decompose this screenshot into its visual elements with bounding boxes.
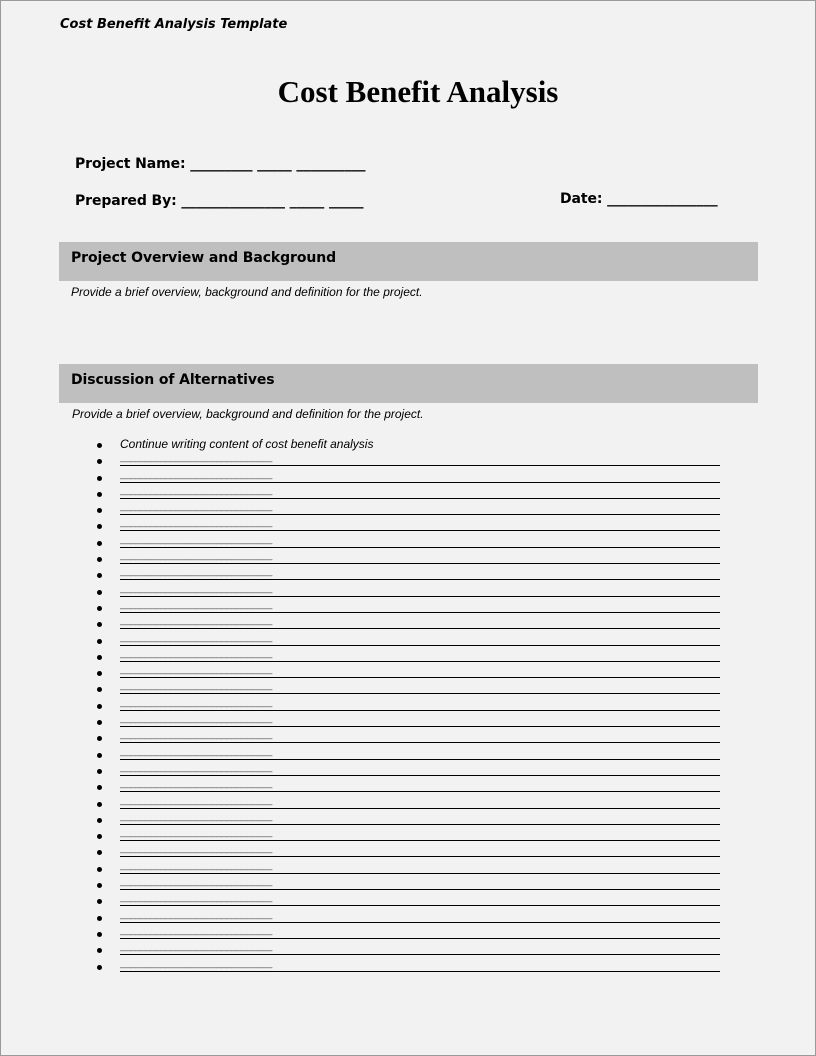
bullet-blank-line[interactable]: ______________________________ [120, 893, 720, 906]
bullet-list-item [97, 502, 737, 518]
bullet-dot-icon [97, 867, 102, 872]
bullet-blank-line[interactable]: ______________________________ [120, 649, 720, 662]
bullet-list-item [97, 844, 737, 860]
bullet-list-item [97, 518, 737, 534]
bullet-dot-icon [97, 671, 102, 676]
bullet-list-item [97, 470, 737, 486]
bullet-list-item [97, 730, 737, 746]
bullet-list-item [97, 828, 737, 844]
bullet-blank-line[interactable]: ______________________________ [120, 779, 720, 792]
section-bar-discussion-alternatives [59, 364, 758, 403]
bullet-blank-line[interactable]: ______________________________ [120, 910, 720, 923]
bullet-dot-icon [97, 687, 102, 692]
bullet-blank-line[interactable]: ______________________________ [120, 665, 720, 678]
date-field[interactable]: Date: ________________ [560, 191, 718, 207]
bullet-blank-line[interactable]: ______________________________ [120, 698, 720, 711]
bullet-blank-line[interactable]: ______________________________ [120, 567, 720, 580]
bullet-dot-icon [97, 785, 102, 790]
bullet-blank-line[interactable]: ______________________________ [120, 926, 720, 939]
bullet-dot-icon [97, 818, 102, 823]
bullet-blank-line[interactable]: ______________________________ [120, 730, 720, 743]
bullet-dot-icon [97, 573, 102, 578]
alternatives-bullet-list [97, 437, 737, 975]
bullet-list-item [97, 796, 737, 812]
bullet-list-item [97, 600, 737, 616]
bullet-blank-line[interactable]: ______________________________ [120, 959, 720, 972]
bullet-dot-icon [97, 736, 102, 741]
bullet-dot-icon [97, 883, 102, 888]
bullet-dot-icon [97, 932, 102, 937]
bullet-blank-line[interactable]: ______________________________ [120, 747, 720, 760]
bullet-list-item [97, 861, 737, 877]
bullet-dot-icon [97, 948, 102, 953]
section-description-project-overview: Provide a brief overview, background and definition for the project. [71, 285, 423, 299]
bullet-list-item [97, 910, 737, 926]
bullet-blank-line[interactable]: ______________________________ [120, 518, 720, 531]
bullet-dot-icon [97, 834, 102, 839]
bullet-dot-icon [97, 622, 102, 627]
bullet-dot-icon [97, 557, 102, 562]
prepared-by-field[interactable]: Prepared By: _______________ _____ _____ [75, 193, 364, 209]
bullet-dot-icon [97, 850, 102, 855]
bullet-dot-icon [97, 541, 102, 546]
bullet-dot-icon [97, 753, 102, 758]
bullet-blank-line[interactable]: ______________________________ [120, 551, 720, 564]
bullet-dot-icon [97, 639, 102, 644]
bullet-blank-line[interactable]: ______________________________ [120, 828, 720, 841]
bullet-dot-icon [97, 965, 102, 970]
bullet-list-item [97, 584, 737, 600]
bullet-blank-line[interactable]: ______________________________ [120, 470, 720, 483]
bullet-list-item [97, 535, 737, 551]
bullet-dot-icon [97, 704, 102, 709]
page-title: Cost Benefit Analysis [277, 74, 559, 109]
bullet-blank-line[interactable]: ______________________________ [120, 486, 720, 499]
bullet-blank-line[interactable]: ______________________________ [120, 942, 720, 955]
bullet-dot-icon [97, 916, 102, 921]
bullet-blank-line[interactable]: ______________________________ [120, 796, 720, 809]
bullet-dot-icon [97, 492, 102, 497]
bullet-list-item [97, 893, 737, 909]
bullet-blank-line[interactable]: ______________________________ [120, 877, 720, 890]
bullet-list-item [97, 926, 737, 942]
bullet-list-item [97, 763, 737, 779]
section-description-discussion-alternatives: Provide a brief overview, background and definition for the project. [72, 407, 424, 421]
bullet-blank-line[interactable]: ______________________________ [120, 763, 720, 776]
bullet-dot-icon [97, 508, 102, 513]
section-bar-project-overview [59, 242, 758, 281]
bullet-list-item [97, 714, 737, 730]
bullet-list-item [97, 649, 737, 665]
bullet-blank-line[interactable]: ______________________________ [120, 600, 720, 613]
bullet-blank-line[interactable]: ______________________________ [120, 812, 720, 825]
bullet-dot-icon [97, 769, 102, 774]
bullet-blank-line[interactable]: ______________________________ [120, 714, 720, 727]
bullet-dot-icon [97, 459, 102, 464]
bullet-item-text: Continue writing content of cost benefit analysis [120, 437, 374, 451]
bullet-blank-line[interactable]: ______________________________ [120, 633, 720, 646]
bullet-list-item [97, 486, 737, 502]
bullet-dot-icon [97, 443, 102, 448]
bullet-blank-line[interactable]: ______________________________ [120, 616, 720, 629]
bullet-list-item [97, 812, 737, 828]
bullet-dot-icon [97, 524, 102, 529]
section-title-discussion-alternatives: Discussion of Alternatives [71, 372, 275, 388]
bullet-list-item [97, 877, 737, 893]
bullet-dot-icon [97, 476, 102, 481]
bullet-list-item [97, 551, 737, 567]
bullet-blank-line[interactable]: ______________________________ [120, 535, 720, 548]
project-name-field[interactable]: Project Name: _________ _____ __________ [75, 156, 366, 172]
bullet-dot-icon [97, 899, 102, 904]
bullet-list-item [97, 681, 737, 697]
bullet-dot-icon [97, 590, 102, 595]
bullet-dot-icon [97, 606, 102, 611]
section-title-project-overview: Project Overview and Background [71, 250, 337, 266]
bullet-list-item [97, 567, 737, 583]
bullet-list-item [97, 665, 737, 681]
bullet-dot-icon [97, 802, 102, 807]
bullet-list-item [97, 942, 737, 958]
bullet-blank-line[interactable]: ______________________________ [120, 861, 720, 874]
bullet-list-item [97, 453, 737, 469]
bullet-dot-icon [97, 655, 102, 660]
bullet-list-item [97, 437, 737, 453]
bullet-blank-line[interactable]: ______________________________ [120, 453, 720, 466]
bullet-blank-line[interactable]: ______________________________ [120, 502, 720, 515]
bullet-list-item [97, 698, 737, 714]
bullet-list-item [97, 779, 737, 795]
bullet-list-item [97, 959, 737, 975]
bullet-dot-icon [97, 720, 102, 725]
document-header-label: Cost Benefit Analysis Template [60, 17, 288, 32]
bullet-list-item [97, 747, 737, 763]
bullet-blank-line[interactable]: ______________________________ [120, 584, 720, 597]
bullet-list-item [97, 616, 737, 632]
bullet-blank-line[interactable]: ______________________________ [120, 681, 720, 694]
bullet-list-item [97, 633, 737, 649]
bullet-blank-line[interactable]: ______________________________ [120, 844, 720, 857]
